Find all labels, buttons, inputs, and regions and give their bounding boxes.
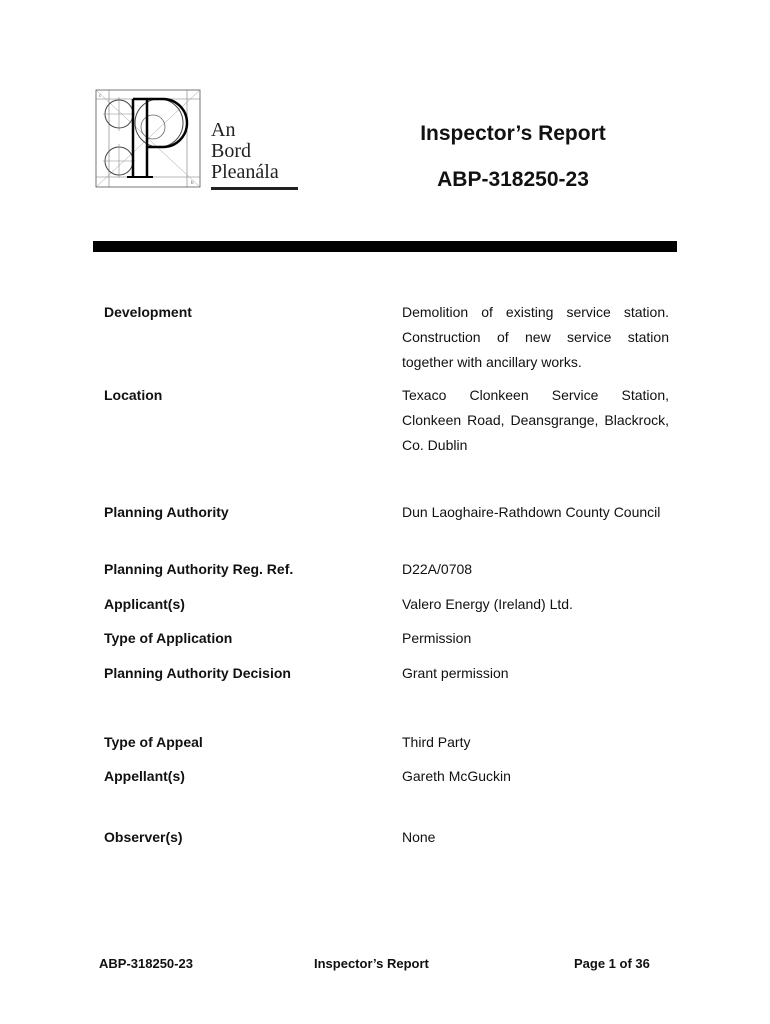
value-type-of-appeal: Third Party — [402, 734, 471, 750]
an-bord-pleanala-logo — [93, 87, 299, 190]
svg-text:b: b — [191, 181, 194, 186]
report-title: Inspector’s Report — [420, 122, 606, 145]
value-observer: None — [402, 829, 436, 845]
logo-underline — [211, 187, 298, 190]
header-divider — [93, 241, 677, 252]
value-type-of-application: Permission — [402, 630, 472, 646]
value-appellant: Gareth McGuckin — [402, 768, 511, 784]
report-reference: ABP-318250-23 — [437, 168, 589, 191]
footer-page-number: Page 1 of 36 — [574, 956, 650, 971]
logo-emblem-icon — [93, 87, 205, 190]
logo-wordmark — [211, 120, 279, 183]
label-type-of-application: Type of Application — [104, 630, 233, 646]
svg-text:c: c — [99, 94, 102, 99]
label-planning-authority: Planning Authority — [104, 504, 229, 520]
value-reg-ref: D22A/0708 — [402, 561, 473, 577]
label-decision: Planning Authority Decision — [104, 665, 291, 681]
label-location: Location — [104, 387, 163, 403]
label-observer: Observer(s) — [104, 829, 183, 845]
logo-line-3: Pleanála — [211, 161, 279, 183]
value-decision: Grant permission — [402, 665, 509, 681]
value-planning-authority: Dun Laoghaire-Rathdown County Council — [402, 504, 661, 520]
footer-title: Inspector’s Report — [314, 956, 429, 971]
value-development: Demolition of existing service station. Construction of new service station together with ancillary works. — [402, 304, 669, 370]
label-development: Development — [104, 304, 192, 320]
logo-line-2: Bord — [211, 140, 251, 162]
label-applicant: Applicant(s) — [104, 596, 185, 612]
value-location: Texaco Clonkeen Service Station, Clonkeen Road, Deansgrange, Blackrock, Co. Dublin — [402, 387, 669, 453]
logo-line-1: An — [211, 119, 236, 141]
value-applicant: Valero Energy (Ireland) Ltd. — [402, 596, 573, 612]
label-reg-ref: Planning Authority Reg. Ref. — [104, 561, 294, 577]
footer-reference: ABP-318250-23 — [99, 956, 193, 971]
label-appellant: Appellant(s) — [104, 768, 185, 784]
label-type-of-appeal: Type of Appeal — [104, 734, 203, 750]
